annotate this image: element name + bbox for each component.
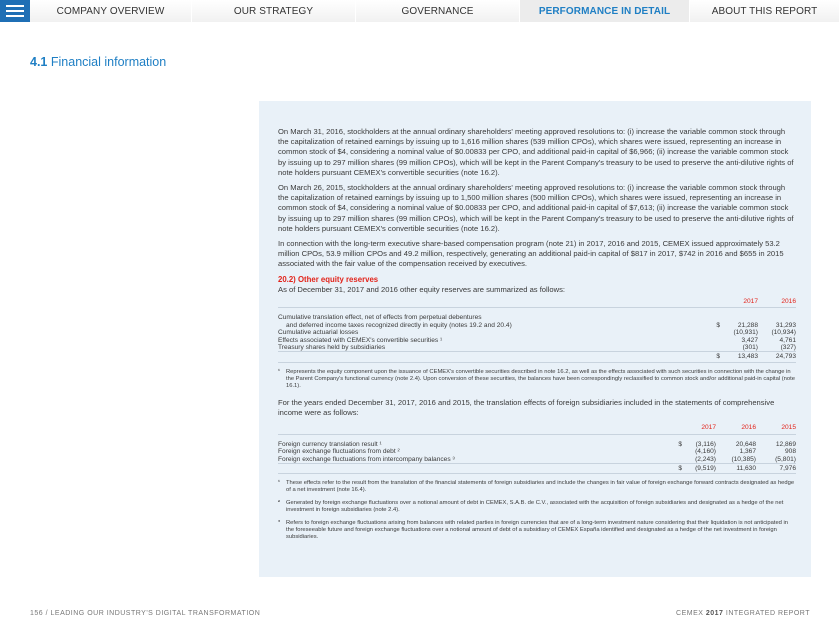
table-row (278, 434, 796, 448)
paragraph-2016-resolutions: On March 31, 2016, stockholders at the annual ordinary shareholders' meeting approved resolutions to: (i) increase the variable common stock through the capitalization of retained earnings by issuing up to 1,616 million shares (539 million CPOs), which shares were issued, representing an increase in common stock of $4, considering a nominal value of $0.00833 per CPO, and additional paid-in capital of $6,966; (ii) increase the variable common stock by issuing up to 297 million shares (99 million CPOs), which will be kept in the Parent Company's treasury to be used to preserve the anti-dilutive rights of note holders pursuant CEMEX's convertible securities (note 16.2). (278, 127, 794, 177)
value-cell: 31,293 (775, 321, 796, 329)
other-reserves-table (278, 297, 796, 363)
currency-symbol: $ (678, 440, 682, 448)
total-cell: 11,630 (716, 463, 756, 473)
table-row (278, 329, 796, 336)
footnote-text: These effects refer to the result from the translation of the financial statements of foreign subsidiaries and include the changes in fair value of foreign exchange forward contracts designated as hedge of a net investment (note 16.4). (286, 480, 795, 494)
value-cell (758, 308, 796, 322)
value-cell: (5,801) (775, 455, 796, 463)
value-cell: (4,160) (695, 448, 716, 456)
value-cell (720, 308, 758, 322)
row-label: Effects associated with CEMEX's convertible securities ¹ (278, 336, 443, 344)
table-header-row (278, 297, 796, 308)
table-row (278, 337, 796, 344)
footer-report-name: INTEGRATED REPORT (725, 610, 810, 617)
currency-symbol: $ (716, 321, 720, 329)
paragraph-share-compensation: In connection with the long-term executive share-based compensation program (note 21) in 2017, 2016 and 2015, CEMEX issued approximately 53.2 million CPOs, 53.9 million CPOs and 49.2 million, respectively, generating an additional paid-in capital of $817 in 2017, $742 in 2016 and $655 in 2015 associated with the fair value of the compensation received by executives. (278, 239, 784, 269)
section-number: 4.1 (30, 55, 48, 69)
row-label: Foreign currency translation result ¹ (278, 440, 382, 448)
footnote (278, 369, 796, 390)
footer-page-label: 156 / LEADING OUR INDUSTRY'S DIGITAL TRANSFORMATION (30, 610, 261, 617)
currency-symbol: $ (670, 463, 682, 473)
row-label: Foreign exchange fluctuations from intercompany balances ³ (278, 455, 455, 463)
value-cell: (301) (742, 344, 758, 352)
value-cell: 3,427 (741, 336, 758, 344)
other-reserves-heading: 20.2) Other equity reserves (278, 274, 379, 284)
value-cell: (327) (780, 344, 796, 352)
other-reserves-intro: As of December 31, 2017 and 2016 other equity reserves are summarized as follows: (278, 284, 566, 294)
hamburger-menu-icon[interactable] (0, 0, 30, 22)
tab-company-overview[interactable]: COMPANY OVERVIEW (30, 0, 192, 22)
year-header: 2016 (741, 424, 756, 432)
year-header: 2016 (781, 298, 796, 306)
table-header-row (278, 423, 796, 434)
paragraph-2015-resolutions: On March 26, 2015, stockholders at the annual ordinary shareholders' meeting approved resolutions to: (i) increase the variable common stock through the capitalization of retained earnings by issuing up to 1,500 million shares (500 million CPOs), which shares were issued, representing an increase in common stock of $4, considering a nominal value of $0.00833 per CPO, and additional paid-in capital of $7,613; (ii) increase the variable common stock by issuing up to 297 million shares (99 million CPOs), which will be kept in the Parent Company's treasury to be used to preserve the anti-dilutive rights of note holders pursuant CEMEX's convertible securities (note 16.2). (278, 183, 794, 233)
footnote (278, 500, 796, 514)
total-cell: 13,483 (720, 352, 758, 362)
footnote-mark: ² (278, 500, 280, 507)
footnote-mark: ¹ (278, 368, 280, 375)
footnote-mark: ³ (278, 520, 280, 527)
total-cell: (9,519) (682, 463, 716, 473)
section-title-text: Financial information (50, 55, 167, 69)
value-cell: (3,116) (695, 440, 716, 448)
year-header: 2015 (781, 424, 796, 432)
tab-performance-in-detail[interactable]: PERFORMANCE IN DETAIL (520, 0, 690, 22)
main-content (278, 127, 796, 541)
row-label: Cumulative actuarial losses (278, 329, 359, 337)
row-label: Foreign exchange fluctuations from debt ² (278, 448, 400, 456)
footer-company: CEMEX (676, 610, 704, 617)
value-cell: 21,288 (737, 321, 758, 329)
section-title (30, 55, 166, 69)
table-row (278, 322, 796, 329)
year-header: 2017 (701, 424, 716, 432)
total-cell: 7,976 (756, 463, 796, 473)
footer-year: 2017 (705, 610, 724, 617)
currency-symbol: $ (708, 352, 720, 362)
value-cell: (10,385) (731, 455, 756, 463)
value-cell: 4,761 (779, 336, 796, 344)
footer-report-title (676, 610, 810, 617)
row-label: Cumulative translation effect, net of effects from perpetual debentures (278, 314, 482, 322)
tab-governance[interactable]: GOVERNANCE (356, 0, 520, 22)
footnote-text: Refers to foreign exchange fluctuations arising from balances with related parties in foreign currencies that are of a long-term investment nature considering that their liquidation is not anticipated in the foreseeable future and foreign exchange fluctuations over a notional amount of debt of a subsidiary of CEMEX España identified and designated as a hedge of the net investment in foreign subsidiaries. (286, 520, 789, 541)
value-cell: (10,931) (733, 329, 758, 337)
translation-effects-table (278, 423, 796, 474)
table-row (278, 448, 796, 455)
value-cell: 12,869 (775, 440, 796, 448)
currency-symbol (670, 448, 682, 455)
table-total-row (278, 463, 796, 473)
top-navigation (0, 0, 840, 22)
total-cell: 24,793 (758, 352, 796, 362)
currency-symbol (708, 308, 720, 322)
value-cell: (10,934) (771, 329, 796, 337)
value-cell: 1,367 (739, 448, 756, 456)
currency-symbol (670, 456, 682, 464)
table-row (278, 308, 796, 322)
year-header: 2017 (743, 298, 758, 306)
value-cell: (2,243) (695, 455, 716, 463)
footnote-mark: ¹ (278, 480, 280, 487)
table-row (278, 344, 796, 352)
value-cell: 908 (784, 448, 796, 456)
table-total-row (278, 352, 796, 362)
currency-symbol (708, 337, 720, 344)
currency-symbol (708, 344, 720, 352)
tab-our-strategy[interactable]: OUR STRATEGY (192, 0, 356, 22)
translation-intro: For the years ended December 31, 2017, 2016 and 2015, the translation effects of foreign subsidiaries included in the statements of comprehensive income were as follows: (278, 397, 775, 418)
footnote (278, 520, 796, 541)
footnote (278, 480, 796, 494)
tab-about-this-report[interactable]: ABOUT THIS REPORT (690, 0, 840, 22)
row-label: and deferred income taxes recognized directly in equity (notes 19.2 and 20.4) (286, 321, 512, 329)
footnote-text: Generated by foreign exchange fluctuations over a notional amount of debt in CEMEX, S.A.B. de C.V., associated with the acquisition of foreign subsidiaries and designated as a hedge of the net investment in foreign subsidiaries (note 2.4). (286, 500, 784, 514)
value-cell: 20,648 (735, 440, 756, 448)
currency-symbol (708, 329, 720, 336)
row-label: Treasury shares held by subsidiaries (278, 344, 386, 352)
table-row (278, 456, 796, 464)
footnote-text: Represents the equity component upon the issuance of CEMEX's convertible securities described in note 16.2, as well as the effects associated with such securities in connection with the change in the Parent Company's functional currency (note 2.4). Upon conversion of these securities, the balances have been correspondingly reclassified to common stock and/or additional paid-in capital (note 16.1). (286, 368, 795, 389)
